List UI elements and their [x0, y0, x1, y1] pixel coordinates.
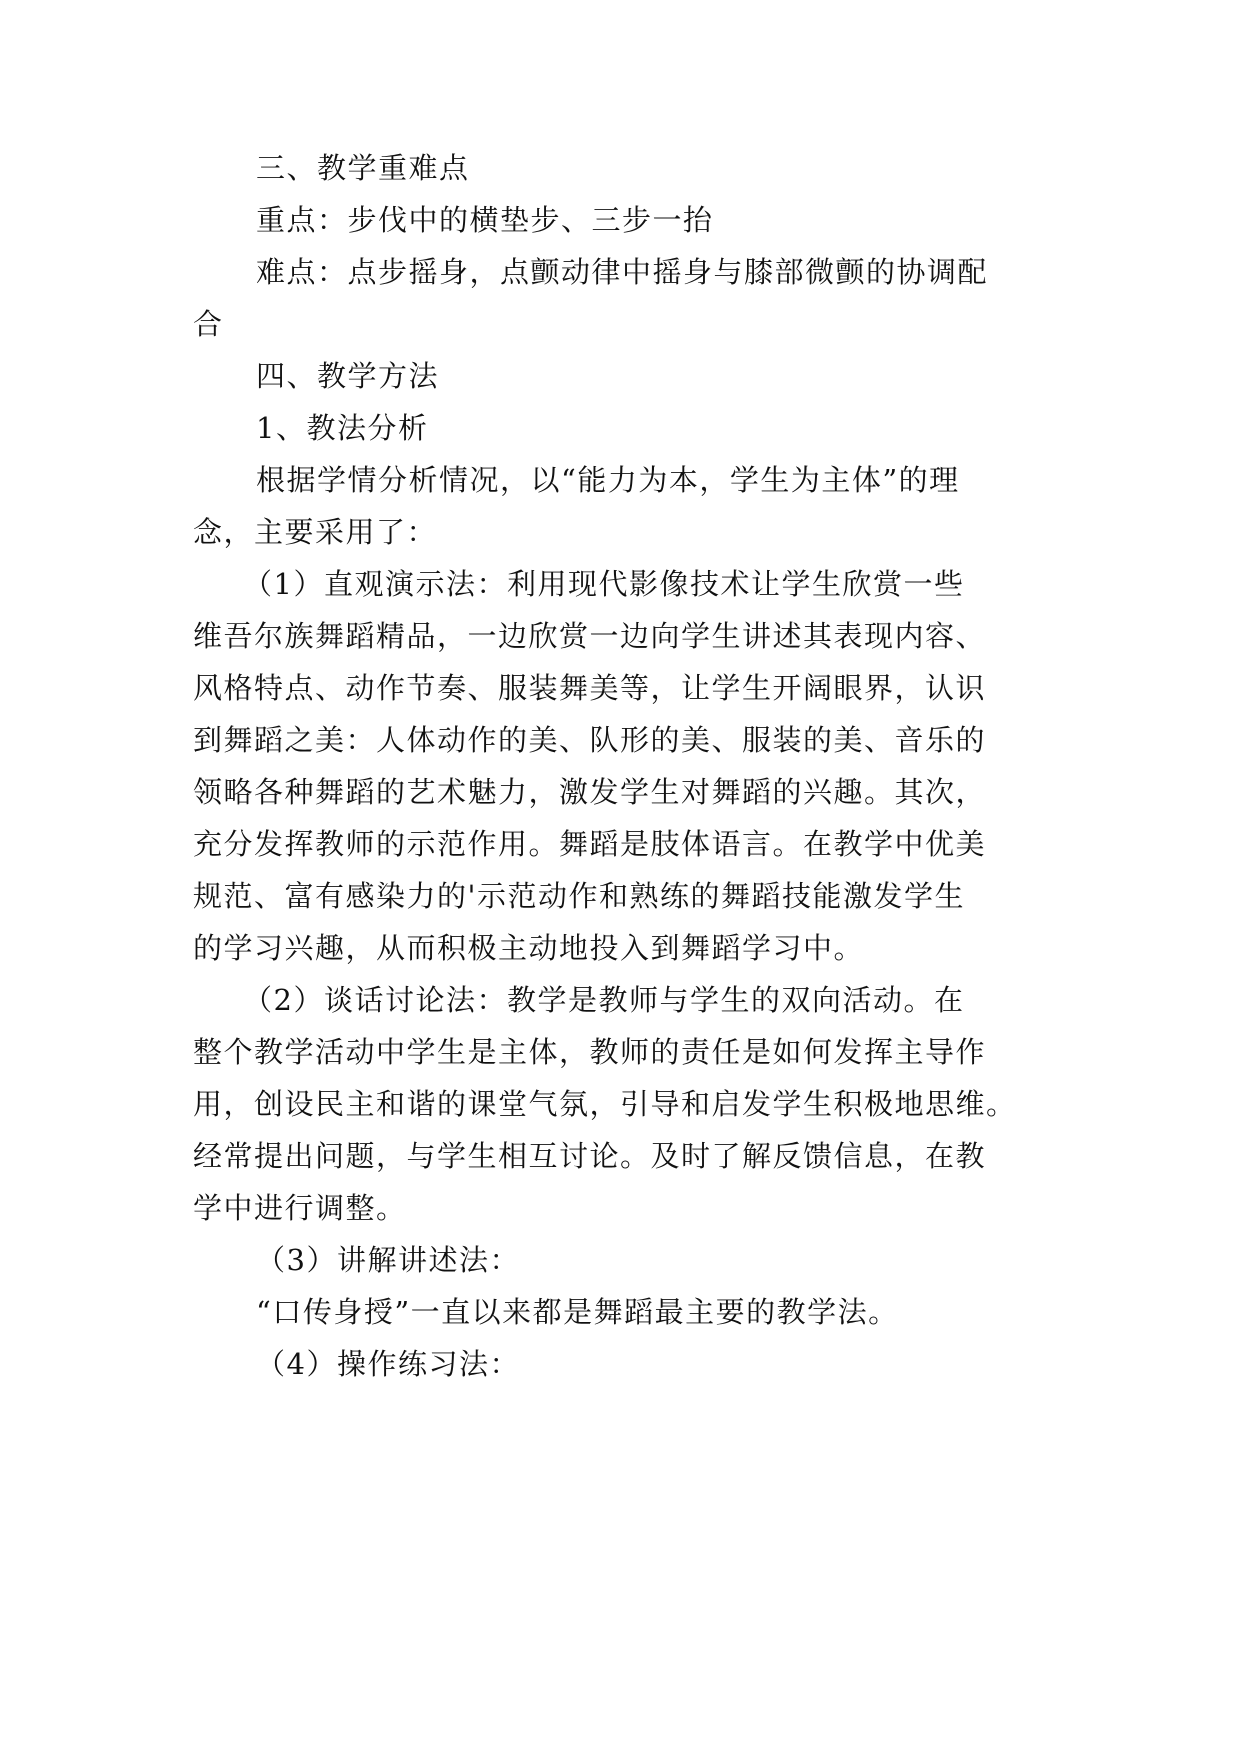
difficult-points-line: 难点：点步摇身，点颤动律中摇身与膝部微颤的协调配: [256, 255, 989, 289]
paragraph-line: 维吾尔族舞蹈精品，一边欣赏一边向学生讲述其表现内容、: [193, 619, 987, 653]
paragraph-line: “口传身授”一直以来都是舞蹈最主要的教学法。: [256, 1295, 899, 1329]
paragraph-line: 根据学情分析情况，以“能力为本，学生为主体”的理: [256, 463, 960, 497]
subheading-method-analysis: 1、教法分析: [256, 411, 429, 445]
method-heading-practice: （4）操作练习法：: [256, 1347, 520, 1381]
section-heading-key-difficult-points: 三、教学重难点: [256, 151, 470, 185]
section-heading-teaching-methods: 四、教学方法: [256, 359, 440, 393]
paragraph-line: 整个教学活动中学生是主体，教师的责任是如何发挥主导作: [193, 1035, 987, 1069]
paragraph-line: 规范、富有感染力的'示范动作和熟练的舞蹈技能激发学生: [193, 879, 965, 913]
key-points-line: 重点：步伐中的横垫步、三步一抬: [256, 203, 714, 237]
paragraph-line: 到舞蹈之美：人体动作的美、队形的美、服装的美、音乐的: [193, 723, 987, 757]
method-heading-lecture: （3）讲解讲述法：: [256, 1243, 520, 1277]
paragraph-line: 的学习兴趣，从而积极主动地投入到舞蹈学习中。: [193, 931, 865, 965]
paragraph-line: （2）谈话讨论法：教学是教师与学生的双向活动。在: [243, 983, 965, 1017]
paragraph-line: 念，主要采用了：: [193, 515, 438, 549]
paragraph-line: 学中进行调整。: [193, 1191, 407, 1225]
paragraph-line: 风格特点、动作节奏、服装舞美等，让学生开阔眼界，认识: [193, 671, 987, 705]
paragraph-line: 用，创设民主和谐的课堂气氛，引导和启发学生积极地思维。: [193, 1087, 1017, 1121]
paragraph-line: 充分发挥教师的示范作用。舞蹈是肢体语言。在教学中优美: [193, 827, 987, 861]
paragraph-line: 领略各种舞蹈的艺术魅力，激发学生对舞蹈的兴趣。其次，: [193, 775, 987, 809]
paragraph-line: 经常提出问题，与学生相互讨论。及时了解反馈信息，在教: [193, 1139, 987, 1173]
paragraph-line: （1）直观演示法：利用现代影像技术让学生欣赏一些: [243, 567, 965, 601]
difficult-points-line-continued: 合: [193, 307, 224, 341]
